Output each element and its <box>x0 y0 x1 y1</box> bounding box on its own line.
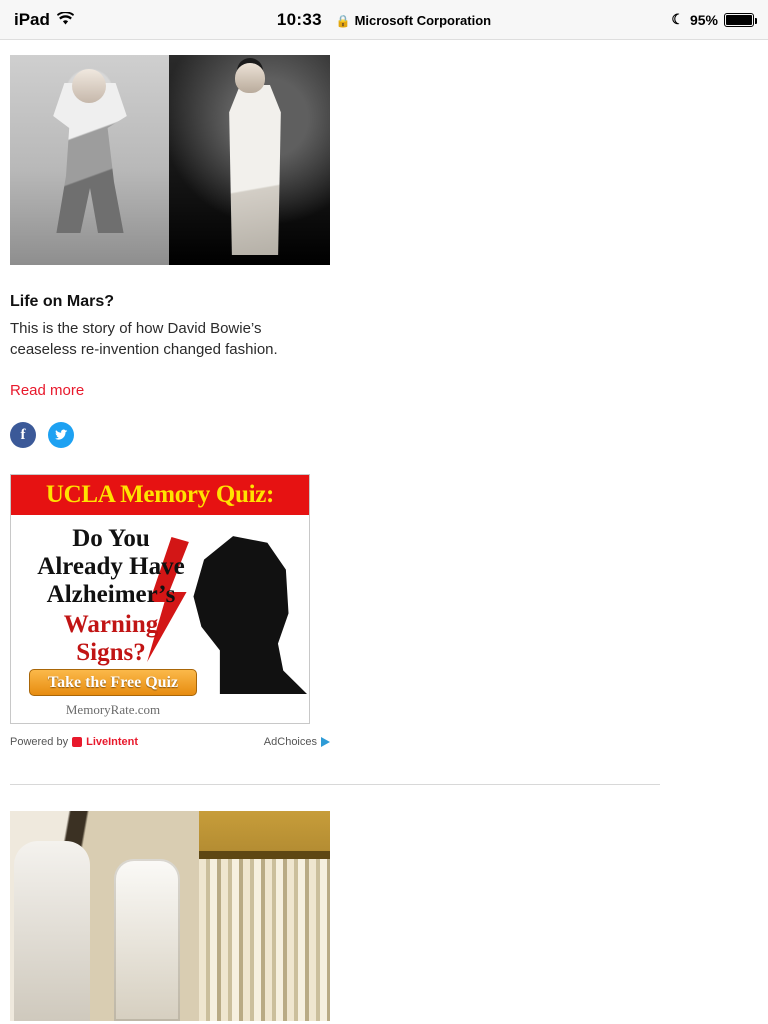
status-left-group <box>14 10 74 30</box>
owner-name: Microsoft Corporation <box>354 13 492 28</box>
suit-fitting-photo <box>10 811 199 1021</box>
ad-body <box>11 515 309 724</box>
ad-copy-line-2: Already Have <box>37 553 185 580</box>
ad-copy-line-4: Warning <box>63 611 159 638</box>
adchoices-button[interactable] <box>264 736 330 748</box>
article-card-life-on-mars[interactable] <box>0 55 768 448</box>
facebook-share-icon[interactable] <box>10 422 36 448</box>
ad-copy-line-1: Do You <box>72 525 150 552</box>
ad-advertiser-url: MemoryRate.com <box>65 702 161 717</box>
powered-by-label: Powered by <box>10 736 69 748</box>
ios-status-bar <box>0 0 768 40</box>
status-center-group <box>0 10 768 30</box>
article-image-bowie[interactable] <box>10 55 330 265</box>
read-more-link[interactable]: Read more <box>10 382 85 399</box>
liveintent-logo-icon <box>72 737 82 747</box>
wifi-icon <box>57 10 74 30</box>
ad-network-name: LiveIntent <box>86 736 139 748</box>
section-divider <box>10 784 660 785</box>
status-right-group <box>671 11 754 28</box>
ad-copy-line-5: Signs? <box>76 639 146 666</box>
shirt-rack-photo <box>199 811 330 1021</box>
share-row <box>10 422 758 448</box>
next-article-image[interactable] <box>10 811 330 1021</box>
bowie-photo-right <box>169 55 330 265</box>
ad-cta-button[interactable]: Take the Free Quiz <box>29 669 197 696</box>
powered-by-group[interactable] <box>10 736 138 748</box>
article-dek: This is the story of how David Bowie’s ceaseless re-invention changed fashion. <box>10 320 278 358</box>
facebook-glyph: f <box>20 426 26 443</box>
battery-percent: 95% <box>689 11 718 28</box>
device-name: iPad <box>14 9 50 29</box>
advertisement-block <box>0 474 768 748</box>
adchoices-triangle-icon <box>321 737 330 747</box>
ad-banner-headline: UCLA Memory Quiz: <box>11 475 309 515</box>
article-title[interactable]: Life on Mars? <box>10 293 115 310</box>
do-not-disturb-moon-icon: ☾ <box>671 11 684 27</box>
ad-footer <box>10 736 330 748</box>
status-owner <box>336 13 491 28</box>
lock-icon: 🔒 <box>335 13 351 28</box>
adchoices-label: AdChoices <box>263 736 317 748</box>
twitter-share-icon[interactable] <box>48 422 74 448</box>
status-time: 10:33 <box>276 9 322 29</box>
bowie-photo-left <box>10 55 169 265</box>
ad-creative-memory-quiz[interactable] <box>10 474 310 724</box>
battery-icon <box>724 13 754 27</box>
ad-copy-line-3: Alzheimer’s <box>46 581 176 608</box>
ad-copy <box>21 525 201 667</box>
web-page-content <box>0 55 768 1024</box>
